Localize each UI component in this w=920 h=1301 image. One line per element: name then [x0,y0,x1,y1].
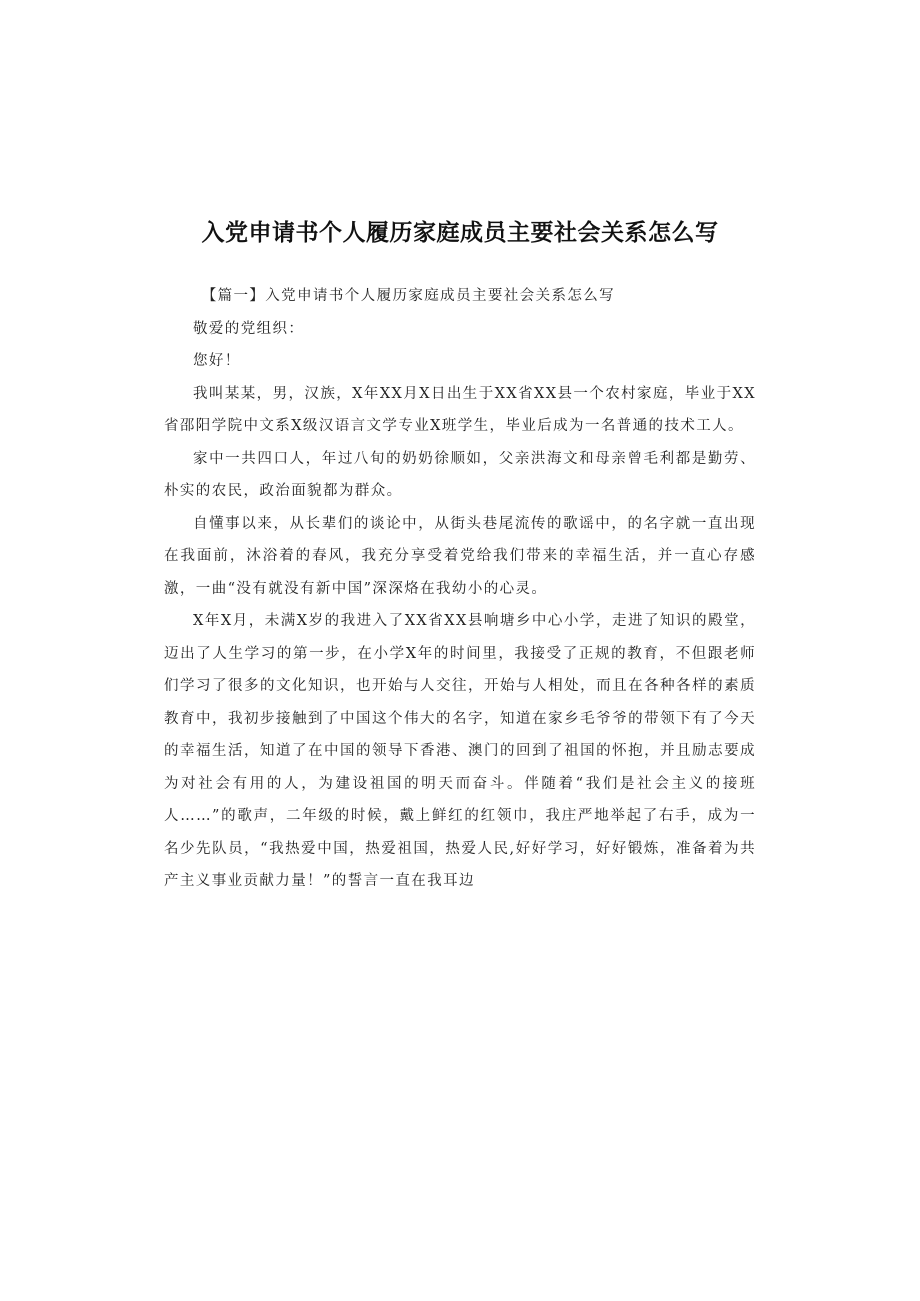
document-body [164,280,756,898]
greeting: 您好！ [193,353,241,369]
body-paragraph: 我叫某某，男，汉族，X年XX月X日出生于XX省XX县一个农村家庭，毕业于XX省邵阳学院中文系X级汉语言文学专业X班学生，毕业后成为一名普通的技术工人。 [164,385,756,434]
document-title: 入党申请书个人履历家庭成员主要社会关系怎么写 [201,220,719,246]
section-heading: 【篇一】入党申请书个人履历家庭成员主要社会关系怎么写 [201,288,616,304]
body-paragraph: X年X月，未满X岁的我进入了XX省XX县响塘乡中心小学，走进了知识的殿堂，迈出了人生学习的第一步，在小学X年的时间里，我接受了正规的教育，不但跟老师们学习了很多的文化知识，也开始与人交往，开始与人相处，而且在各种各样的素质教育中，我初步接触到了中国这个伟大的名字，知道在家乡毛爷爷的带领下有了今天的幸福生活，知道了在中国的领导下香港、澳门的回到了祖国的怀抱，并且励志要成为对社会有用的人，为建设祖国的明天而奋斗。伴随着“我们是社会主义的接班人……”的歌声，二年级的时候，戴上鲜红的红领巾，我庄严地举起了右手，成为一名少先队员，“我热爱中国，热爱祖国，热爱人民,好好学习，好好锻炼，准备着为共产主义事业贡献力量！”的誓言一直在我耳边 [164,613,756,889]
salutation: 敬爱的党组织： [193,320,305,337]
body-paragraph: 家中一共四口人，年过八旬的奶奶徐顺如，父亲洪海文和母亲曾毛利都是勤劳、朴实的农民，政治面貌都为群众。 [164,450,756,499]
body-paragraph: 自懂事以来，从长辈们的谈论中，从街头巷尾流传的歌谣中，的名字就一直出现在我面前，沐浴着的春风，我充分享受着党给我们带来的幸福生活，并一直心存感激，一曲“没有就没有新中国”深深烙在我幼小的心灵。 [164,515,756,597]
